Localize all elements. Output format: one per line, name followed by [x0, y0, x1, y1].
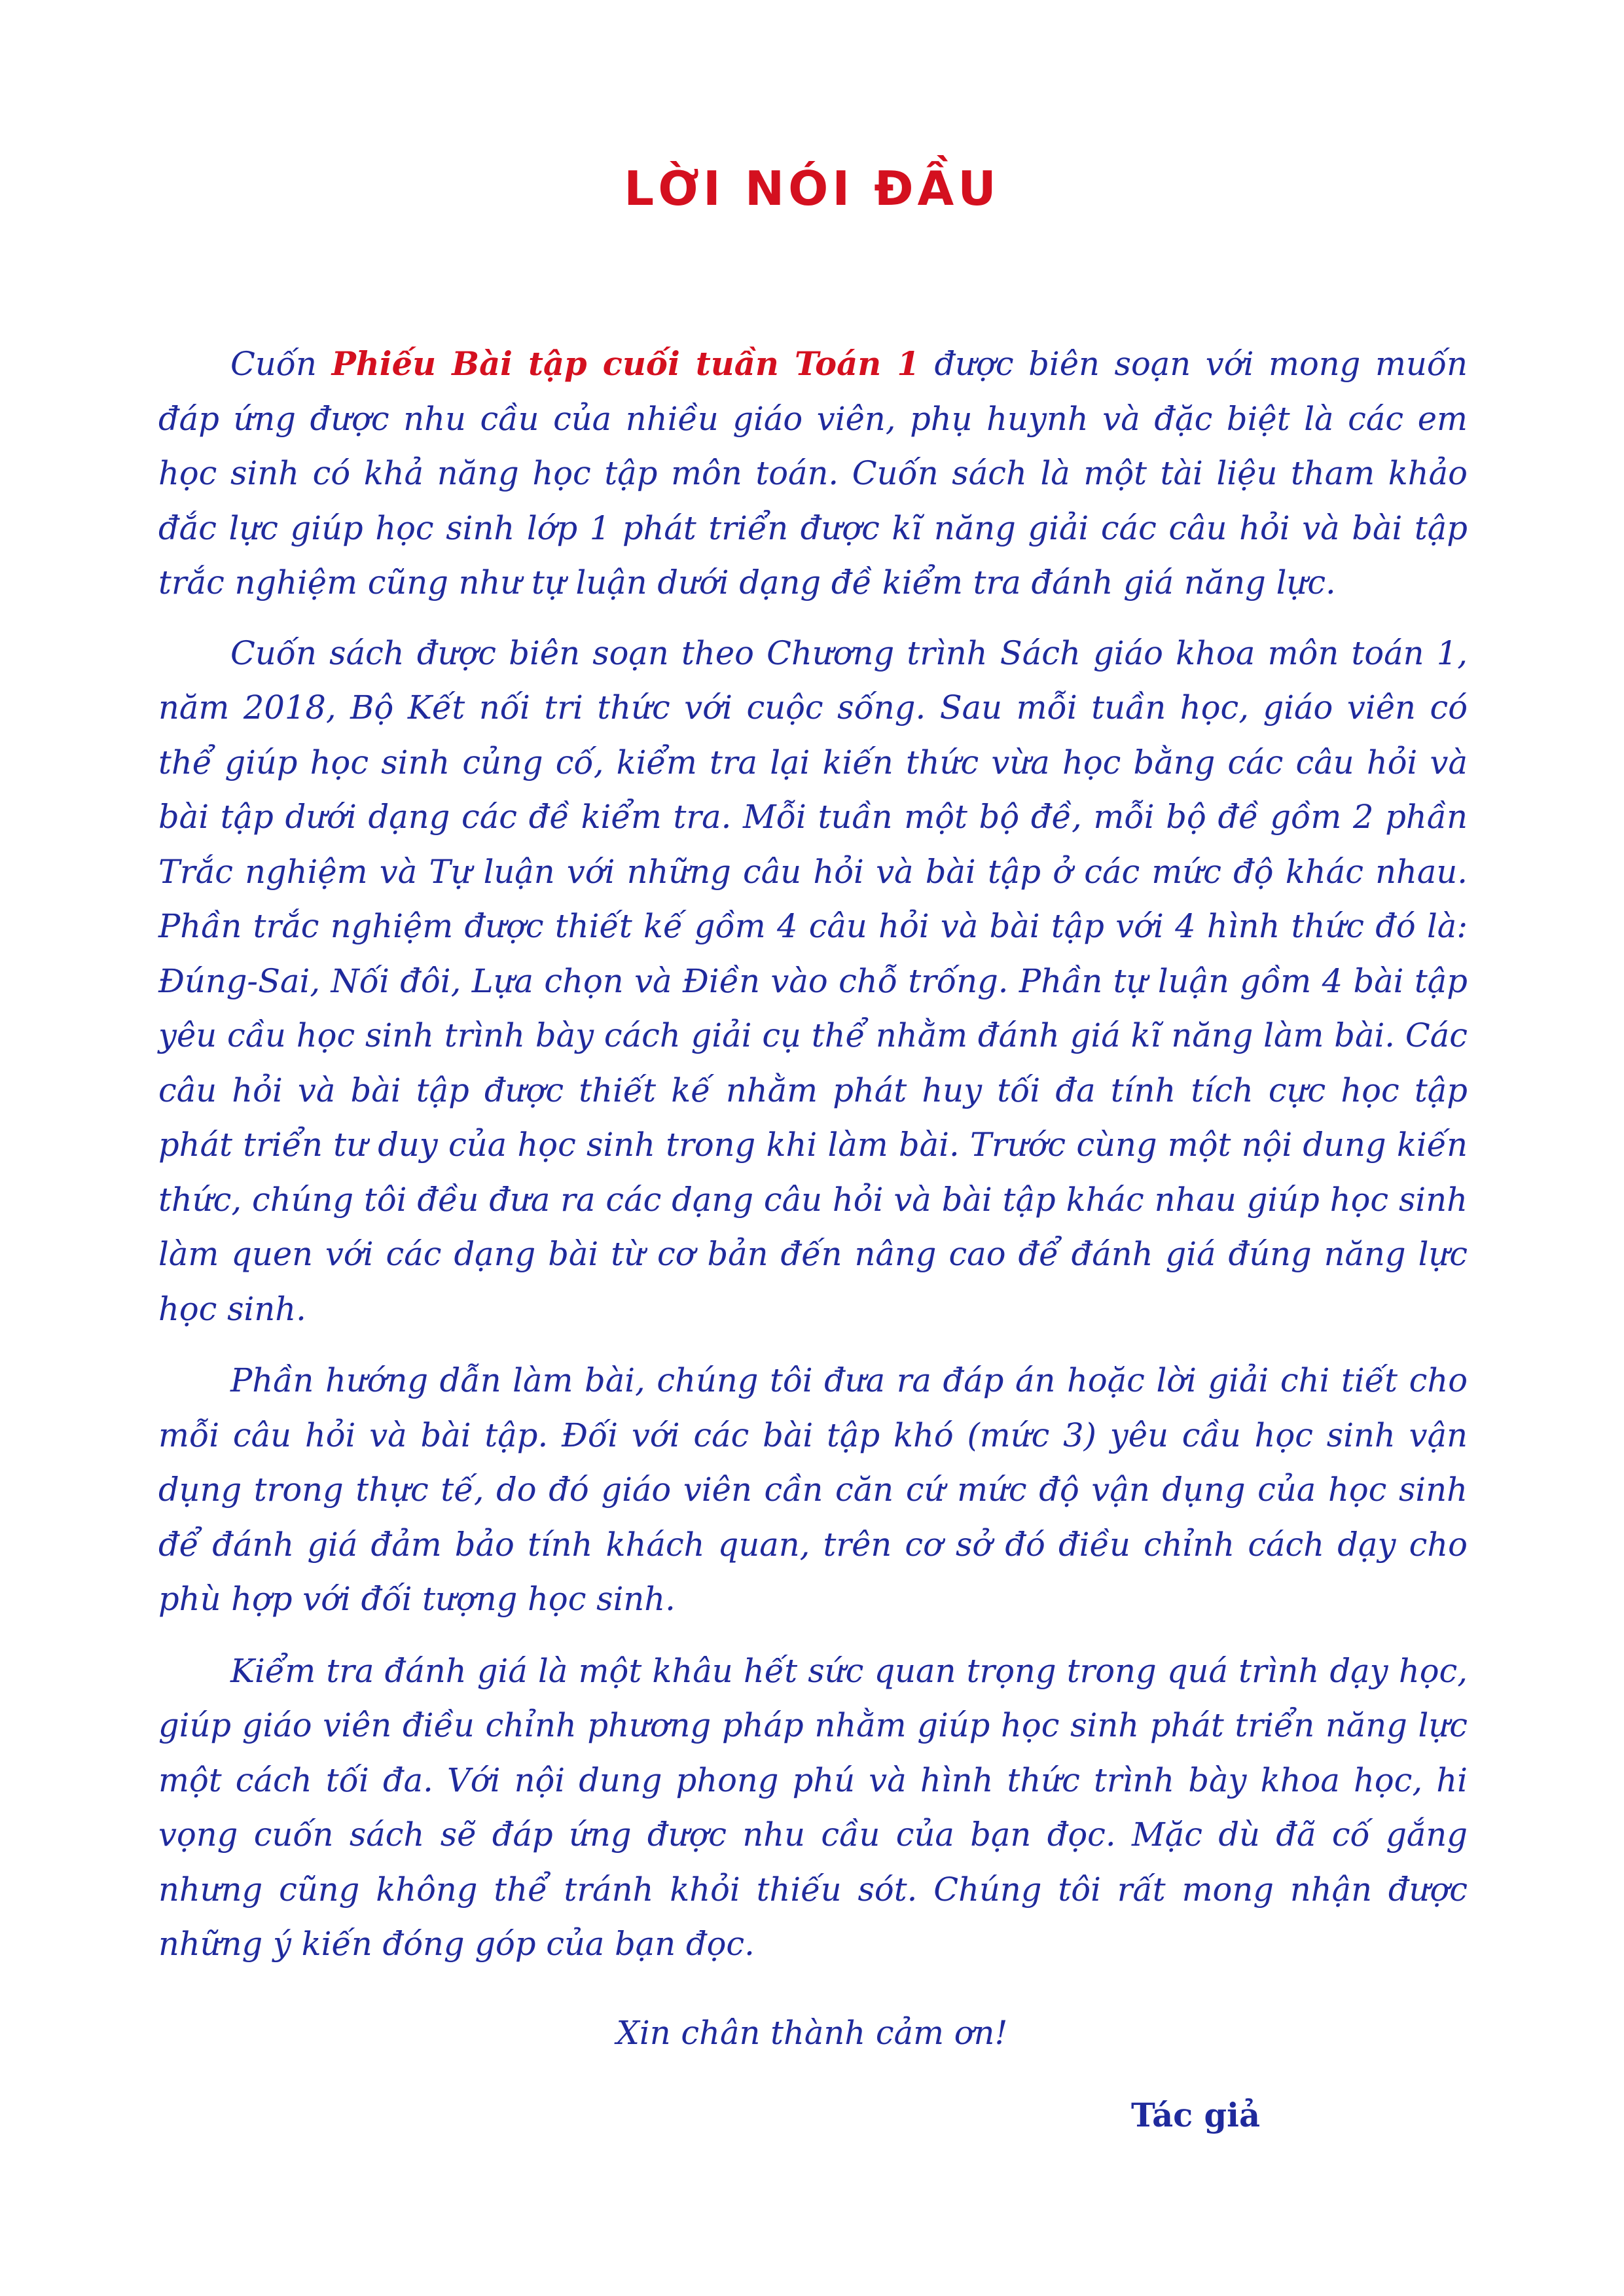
page-title: LỜI NÓI ĐẦU — [624, 161, 1000, 216]
paragraph-curriculum: Cuốn sách được biên soạn theo Chương trình Sách giáo khoa môn toán 1, năm 2018, Bộ Kết nối tri thức với cuộc sống. Sau mỗi tuần học, giáo viên có thể giúp học sinh củng cố, kiểm tra lại kiến thức vừa học bằng các câu hỏi và bài tập dưới dạng các đề kiểm tra. Mỗi tuần một bộ đề, mỗi bộ đề gồm 2 phần Trắc nghiệm và Tự luận với những câu hỏi và bài tập ở các mức độ khác nhau. Phần trắc nghiệm được thiết kế gồm 4 câu hỏi và bài tập với 4 hình thức đó là: Đúng-Sai, Nối đôi, Lựa chọn và Điền vào chỗ trống. Phần tự luận gồm 4 bài tập yêu cầu học sinh trình bày cách giải cụ thể nhằm đánh giá kĩ năng làm bài. Các câu hỏi và bài tập được thiết kế nhằm phát huy tối đa tính tích cực học tập phát triển tư duy của học sinh trong khi làm bài. Trước cùng một nội dung kiến thức, chúng tôi đều đưa ra các dạng câu hỏi và bài tập khác nhau giúp học sinh làm quen với các dạng bài từ cơ bản đến nâng cao để đánh giá đúng năng lực học sinh. — [158, 634, 1468, 1328]
intro-lead: Cuốn — [230, 345, 332, 383]
paragraph-assessment: Kiểm tra đánh giá là một khâu hết sức quan trọng trong quá trình dạy học, giúp giáo viên điều chỉnh phương pháp nhằm giúp học sinh phát triển năng lực một cách tối đa. Với nội dung phong phú và hình thức trình bày khoa học, hi vọng cuốn sách sẽ đáp ứng được nhu cầu của bạn đọc. Mặc dù đã cố gắng nhưng cũng không thể tránh khỏi thiếu sót. Chúng tôi rất mong nhận được những ý kiến đóng góp của bạn đọc. — [158, 1651, 1468, 1963]
author-signature: Tác giả — [1131, 2096, 1261, 2134]
book-name: Phiếu Bài tập cuối tuần Toán 1 — [331, 345, 920, 383]
paragraph-answers: Phần hướng dẫn làm bài, chúng tôi đưa ra đáp án hoặc lời giải chi tiết cho mỗi câu hỏi và bài tập. Đối với các bài tập khó (mức 3) yêu cầu học sinh vận dụng trong thực tế, do đó giáo viên cần căn cứ mức độ vận dụng của học sinh để đánh giá đảm bảo tính khách quan, trên cơ sở đó điều chỉnh cách dạy cho phù hợp với đối tượng học sinh. — [158, 1361, 1468, 1618]
intro-rest: được biên soạn với mong muốn đáp ứng được nhu cầu của nhiều giáo viên, phụ huynh và đặc biệt là các em học sinh có khả năng học tập môn toán. Cuốn sách là một tài liệu tham khảo đắc lực giúp học sinh lớp 1 phát triển được kĩ năng giải các câu hỏi và bài tập trắc nghiệm cũng như tự luận dưới dạng đề kiểm tra đánh giá năng lực. — [158, 345, 1468, 601]
paragraph-intro — [158, 337, 1468, 611]
preface-body — [158, 337, 1468, 1989]
closing-thanks: Xin chân thành cảm ơn! — [616, 2014, 1008, 2052]
